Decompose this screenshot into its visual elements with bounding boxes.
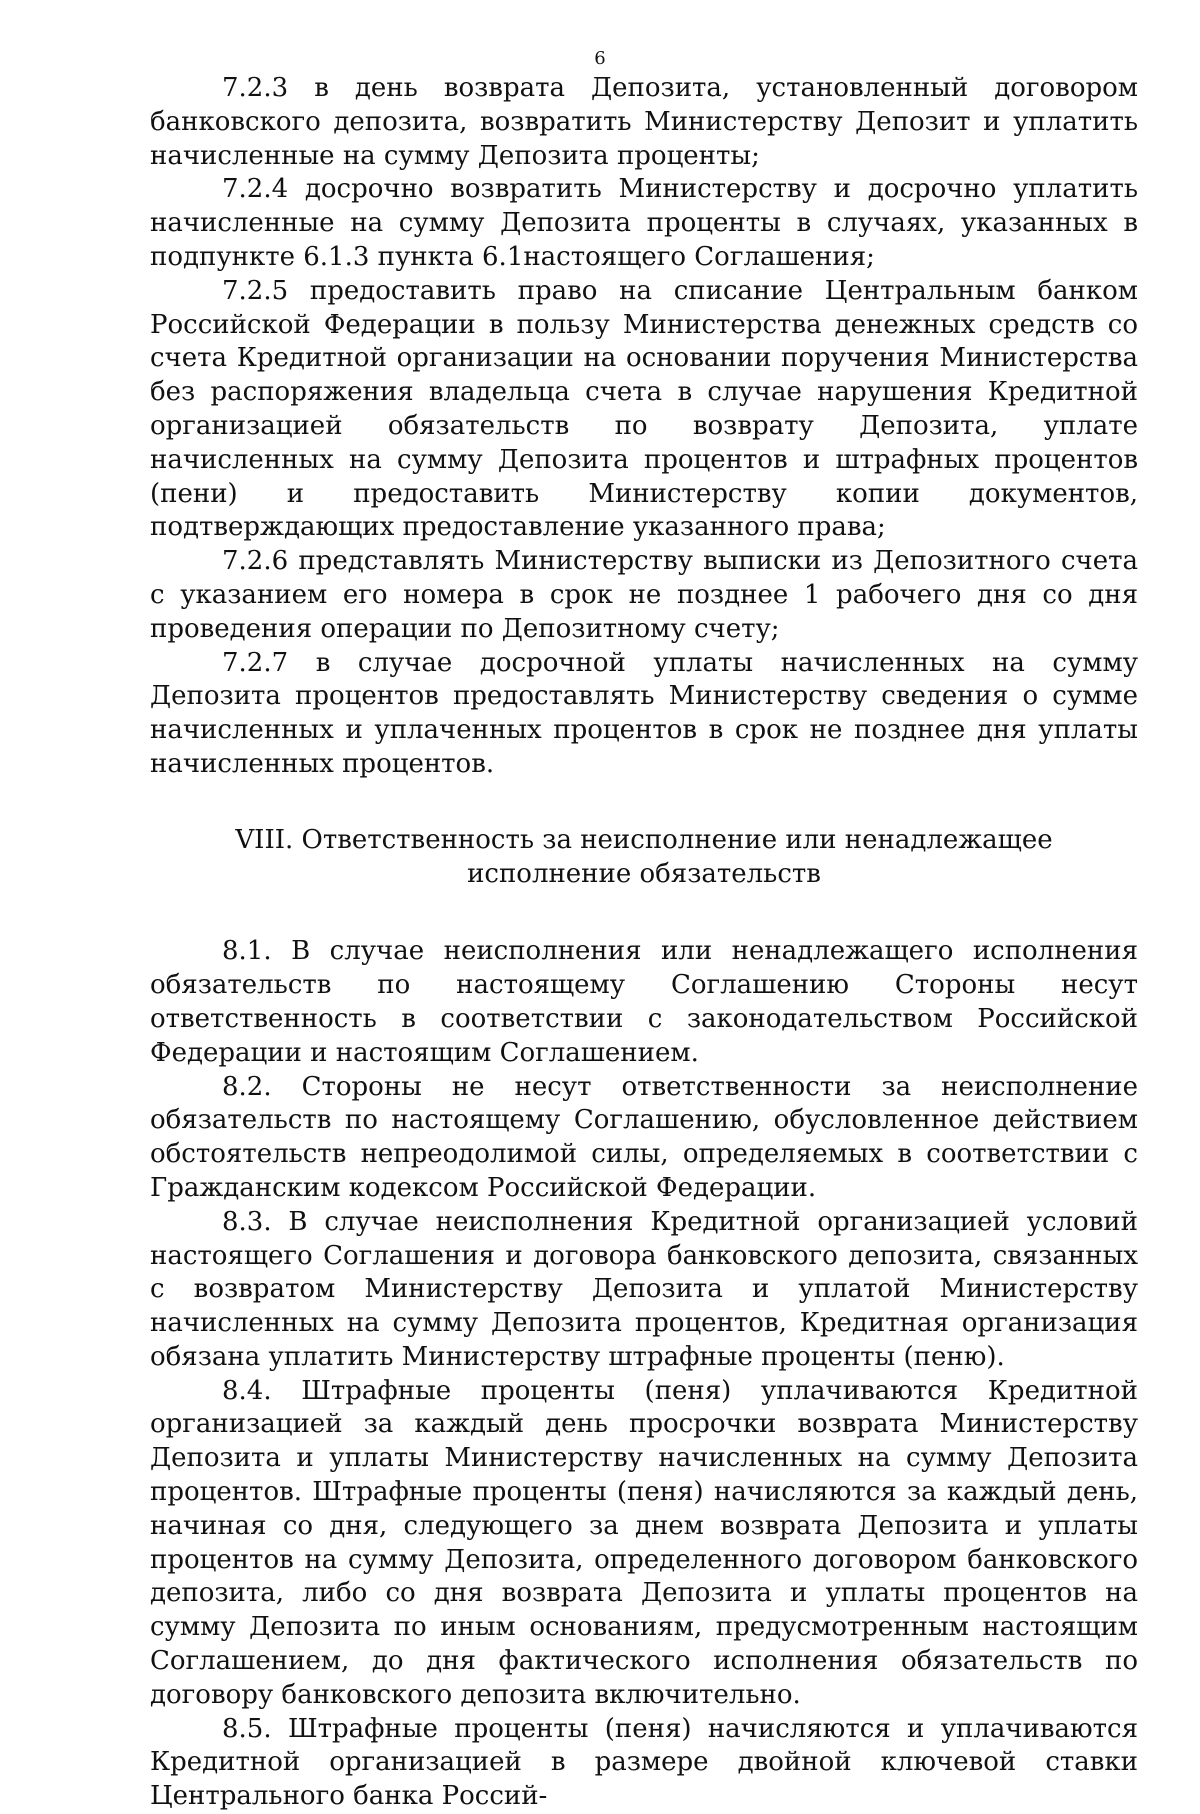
clause-8-5: 8.5. Штрафные проценты (пеня) начисляются и уплачиваются Кредитной организацией в размере двойной ключевой ставки Центрального банка Россий- xyxy=(150,1713,1138,1812)
clause-7-2-3: 7.2.3 в день возврата Депозита, установленный договором банковского депозита, возвратить Министерству Депозит и уплатить начисленные на сумму Депозита проценты; xyxy=(150,73,1138,171)
page-number: 6 xyxy=(594,48,606,69)
clause-7-2-4: 7.2.4 досрочно возвратить Министерству и досрочно уплатить начисленные на сумму Депозита проценты в случаях, указанных в подпункте 6.1.3 пункта 6.1настоящего Соглашения; xyxy=(150,174,1138,272)
section-heading-viii xyxy=(150,824,1138,892)
section-heading-line-2: исполнение обязательств xyxy=(467,858,821,889)
section-heading-line-1: VIII. Ответственность за неисполнение или ненадлежащее xyxy=(235,824,1053,855)
clause-7-2-6: 7.2.6 представлять Министерству выписки из Депозитного счета с указанием его номера в срок не позднее 1 рабочего дня со дня проведения операции по Депозитному счету; xyxy=(150,546,1138,644)
clause-8-1: 8.1. В случае неисполнения или ненадлежащего исполнения обязательств по настоящему Соглашению Стороны несут ответственность в соответствии с законодательством Российской Федерации и настоящим Соглашением. xyxy=(150,936,1138,1068)
clause-8-2: 8.2. Стороны не несут ответственности за неисполнение обязательств по настоящему Соглашению, обусловленное действием обстоятельств непреодолимой силы, определяемых в соответствии с Гражданским кодексом Российской Федерации. xyxy=(150,1071,1138,1203)
clause-8-4: 8.4. Штрафные проценты (пеня) уплачиваются Кредитной организацией за каждый день просрочки возврата Министерству Депозита и уплаты Министерству начисленных на сумму Депозита процентов. Штрафные проценты (пеня) начисляются за каждый день, начиная со дня, следующего за днем возврата Депозита и уплаты процентов на сумму Депозита, определенного договором банковского депозита, либо со дня возврата Депозита и уплаты процентов на сумму Депозита по иным основаниям, предусмотренным настоящим Соглашением, до дня фактического исполнения обязательств по договору банковского депозита включительно. xyxy=(150,1375,1138,1710)
clause-7-2-5: 7.2.5 предоставить право на списание Центральным банком Российской Федерации в пользу Министерства денежных средств со счета Кредитной организации на основании поручения Министерства без распоряжения владельца счета в случае нарушения Кредитной организацией обязательств по возврату Депозита, уплате начисленных на сумму Депозита процентов и штрафных процентов (пени) и предоставить Министерству копии документов, подтверждающих предоставление указанного права; xyxy=(150,275,1138,543)
clause-8-3: 8.3. В случае неисполнения Кредитной организацией условий настоящего Соглашения и договора банковского депозита, связанных с возвратом Министерству Депозита и уплатой Министерству начисленных на сумму Депозита процентов, Кредитная организация обязана уплатить Министерству штрафные проценты (пеню). xyxy=(150,1206,1138,1372)
clause-7-2-7: 7.2.7 в случае досрочной уплаты начисленных на сумму Депозита процентов предоставлять Министерству сведения о сумме начисленных и уплаченных процентов в срок не позднее дня уплаты начисленных процентов. xyxy=(150,647,1138,779)
document-body xyxy=(150,72,1138,1814)
